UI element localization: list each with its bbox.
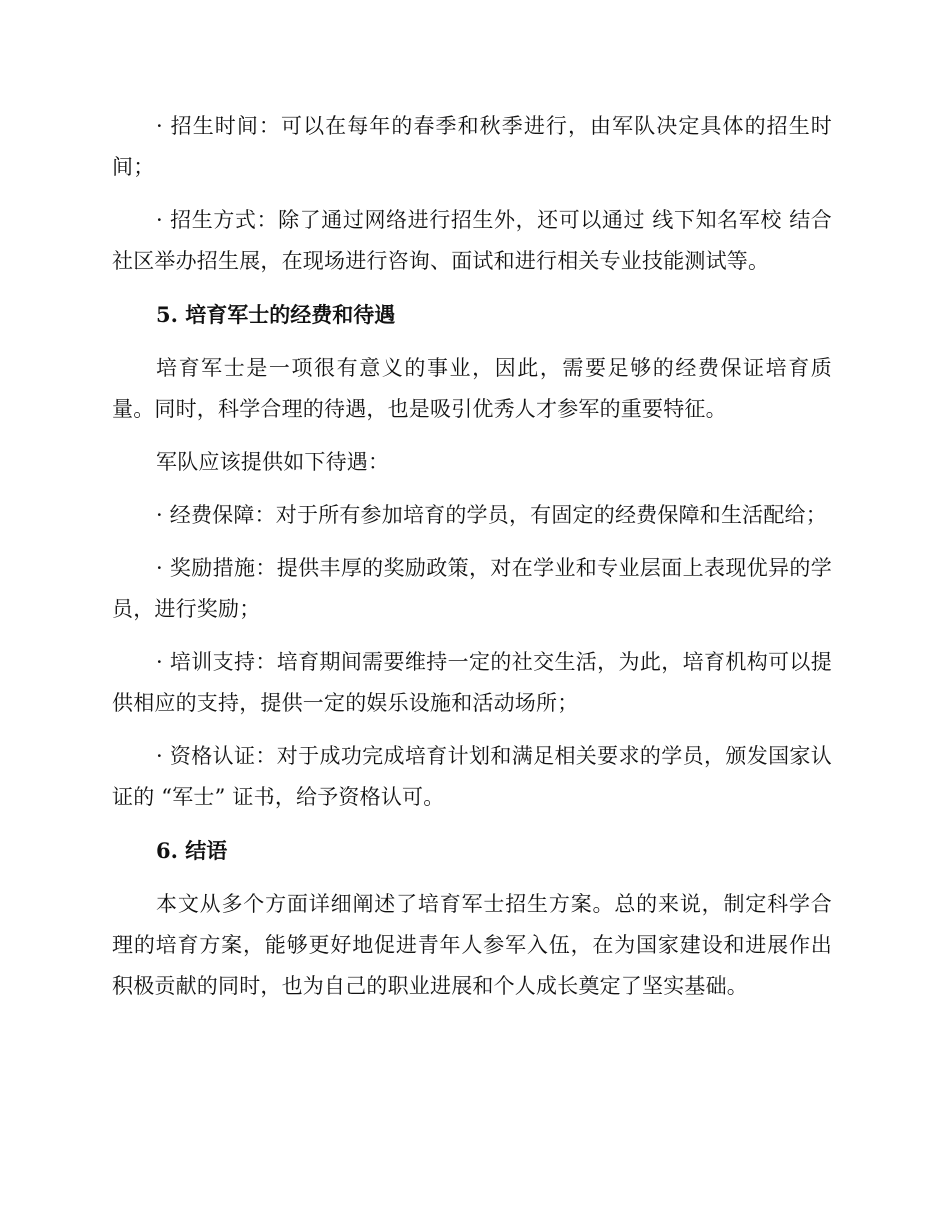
section-number: 6.: [156, 838, 178, 863]
paragraph: 军队应该提供如下待遇：: [156, 450, 390, 474]
bullet-funding: · 经费保障：对于所有参加培育的学员，有固定的经费保障和生活配给；: [156, 503, 827, 527]
paragraph: 培育军士是一项很有意义的事业，因此，需要足够的经费保证培育质量。同时，科学合理的待遇，也是吸引优秀人才参军的重要特征。: [112, 356, 832, 421]
paragraph: 本文从多个方面详细阐述了培育军士招生方案。总的来说，制定科学合理的培育方案，能够更好地促进青年人参军入伍，在为国家建设和进展作出积极贡献的同时，也为自己的职业进展和个人成长奠定了坚实基础。: [112, 892, 832, 998]
section-number: 5.: [156, 302, 178, 327]
bullet-certification: · 资格认证：对于成功完成培育计划和满足相关要求的学员，颁发国家认证的 “军士” 证书，给予资格认可。: [112, 744, 832, 809]
section-title: 结语: [185, 839, 228, 863]
bullet-rewards: · 奖励措施：提供丰厚的奖励政策，对在学业和专业层面上表现优异的学员，进行奖励；: [112, 556, 832, 621]
section-title: 培育军士的经费和待遇: [185, 303, 396, 327]
bullet-enrollment-time: · 招生时间：可以在每年的春季和秋季进行，由军队决定具体的招生时间；: [112, 114, 832, 179]
section-heading-5: [112, 294, 832, 336]
bullet-enrollment-method: · 招生方式：除了通过网络进行招生外，还可以通过 线下知名军校 结合社区举办招生展，在现场进行咨询、面试和进行相关专业技能测试等。: [112, 208, 832, 273]
bullet-training-support: · 培训支持：培育期间需要维持一定的社交生活，为此，培育机构可以提供相应的支持，提供一定的娱乐设施和活动场所；: [112, 650, 832, 715]
section-heading-6: [112, 830, 832, 872]
document-body: [112, 106, 832, 1007]
